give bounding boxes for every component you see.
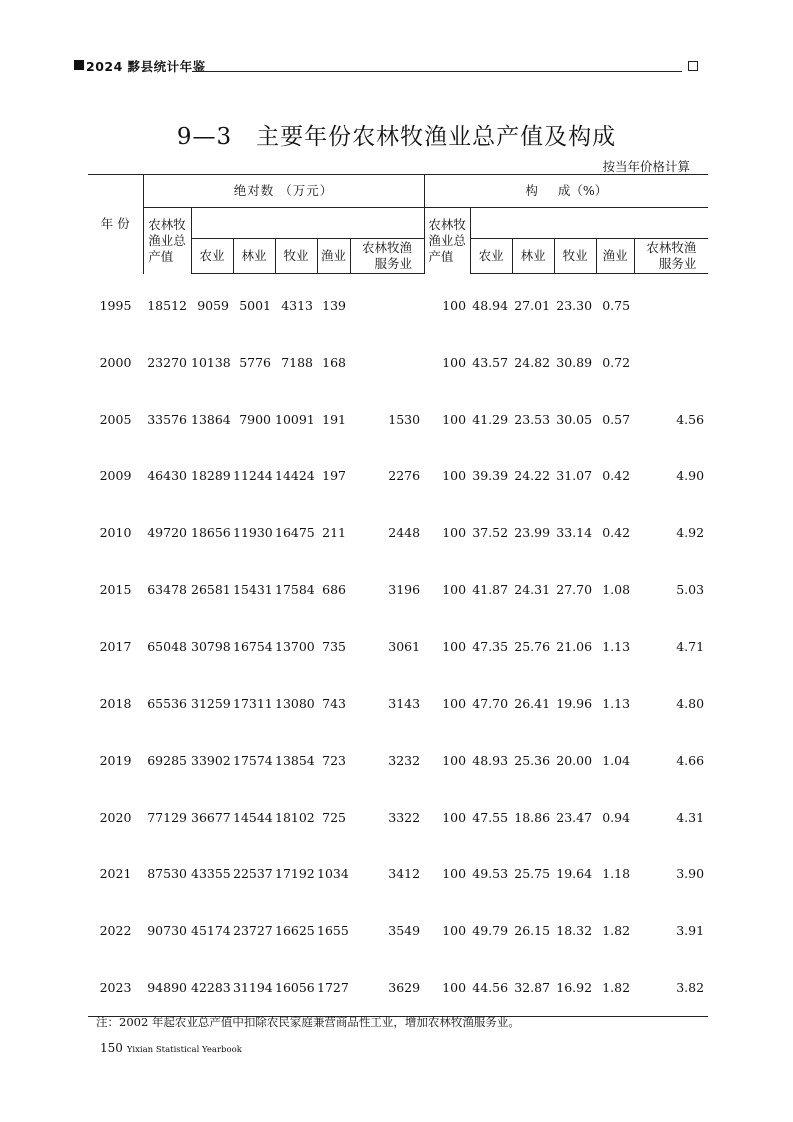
total-output-cell: 33576 [147,411,187,427]
services-value-cell: 3629 [350,959,424,1016]
agriculture-share-cell: 47.70 [472,695,509,711]
page-footer [100,1041,242,1055]
pct-forestry-header: 林业 [512,239,554,274]
agriculture-value-cell: 10138 [191,354,231,370]
year-cell: 2005 [99,411,132,427]
services-share-cell: 4.56 [676,411,705,427]
forestry-share-cell: 26.15 [514,923,551,939]
services-share-cell: 5.03 [676,582,705,598]
table-row [88,561,708,618]
table-row [88,789,708,846]
abs-agriculture-header: 农业 [191,239,233,274]
year-cell: 1995 [99,297,132,313]
forestry-value-cell: 5776 [239,354,271,370]
price-basis-note: 按当年价格计算 [602,159,690,174]
husbandry-share-cell: 21.06 [556,638,593,654]
abs-fishery-header: 渔业 [317,239,350,274]
abs-husbandry-header: 牧业 [275,239,317,274]
abs-services-header [350,239,424,274]
husbandry-share-cell: 16.92 [554,959,596,1016]
total-share-cell: 100 [442,411,467,427]
fishery-value-cell: 1727 [317,959,350,1016]
husbandry-share-cell: 23.30 [556,297,593,313]
husbandry-value-cell: 16475 [275,525,315,541]
services-share-cell: 3.82 [634,959,708,1016]
table-row [88,618,708,675]
year-cell: 2019 [99,752,132,768]
husbandry-share-cell: 31.07 [556,468,593,484]
agriculture-value-cell: 9059 [197,297,229,313]
total-share-header [424,208,470,274]
services-value-cell: 3549 [388,923,421,939]
year-cell: 2017 [99,638,132,654]
fishery-share-cell: 1.08 [602,582,631,598]
table-row [88,391,708,448]
husbandry-share-cell: 19.64 [556,866,593,882]
year-cell: 2022 [99,923,132,939]
fishery-share-cell: 1.13 [602,695,631,711]
services-value-cell: 3232 [388,752,421,768]
services-share-cell: 4.31 [676,809,705,825]
fishery-value-cell: 723 [322,752,346,768]
yearbook-english-title: Yixian Statistical Yearbook [126,1045,242,1055]
total-output-cell: 18512 [147,297,187,313]
services-share-cell: 4.80 [676,695,705,711]
total-output-header-text: 农林牧渔业总产值 [148,216,186,264]
table-row [88,959,708,1016]
fishery-share-cell: 0.94 [602,809,631,825]
husbandry-value-cell: 17584 [275,582,315,598]
agriculture-value-cell: 36677 [191,809,231,825]
output-value-table-container [88,174,708,1017]
agriculture-share-cell: 37.52 [472,525,509,541]
composition-header [424,175,708,208]
agriculture-share-cell: 48.94 [472,297,509,313]
fishery-share-cell: 0.42 [602,468,631,484]
total-output-cell: 49720 [147,525,187,541]
agriculture-value-cell: 43355 [191,866,231,882]
agriculture-share-cell: 49.53 [472,866,509,882]
pct-agriculture-header: 农业 [470,239,512,274]
husbandry-share-cell: 30.05 [556,411,593,427]
abs-forestry-header: 林业 [233,239,275,274]
fishery-value-cell: 743 [322,695,346,711]
forestry-share-cell: 25.75 [514,866,551,882]
fishery-value-cell: 168 [322,354,346,370]
forestry-share-cell: 23.99 [514,525,551,541]
forestry-value-cell: 11930 [233,525,273,541]
forestry-share-cell: 24.22 [514,468,551,484]
services-value-cell: 3322 [388,809,421,825]
agriculture-share-cell: 41.29 [472,411,509,427]
husbandry-value-cell: 16625 [275,923,315,939]
total-share-cell: 100 [442,354,467,370]
fishery-value-cell: 1655 [317,923,349,939]
forestry-share-cell: 23.53 [514,411,551,427]
agriculture-value-cell: 18289 [191,468,231,484]
table-row [88,845,708,902]
agriculture-share-cell: 47.55 [472,809,509,825]
agriculture-value-cell: 26581 [191,582,231,598]
services-share-cell [634,334,708,391]
agriculture-value-cell: 31259 [191,695,231,711]
table-row [88,675,708,732]
services-share-cell: 4.66 [676,752,705,768]
table-row [88,504,708,561]
table-row [88,732,708,789]
pct-services-header [634,239,708,274]
total-output-cell: 23270 [147,354,187,370]
agriculture-value-cell: 42283 [191,959,233,1016]
husbandry-share-cell: 33.14 [556,525,593,541]
fishery-value-cell: 1034 [317,866,349,882]
total-output-cell: 65048 [147,638,187,654]
husbandry-share-cell: 18.32 [556,923,593,939]
forestry-share-cell: 24.31 [514,582,551,598]
fishery-share-cell: 0.57 [602,411,631,427]
year-column-header: 年 份 [88,175,143,274]
total-output-cell: 69285 [147,752,187,768]
absolute-values-header: 绝对数 （万元） [143,175,424,208]
husbandry-value-cell: 16056 [275,959,317,1016]
agriculture-value-cell: 45174 [191,923,231,939]
total-share-cell: 100 [442,809,467,825]
husbandry-value-cell: 4313 [281,297,313,313]
services-value-cell: 3061 [388,638,421,654]
total-share-cell: 100 [442,695,467,711]
table-row [88,274,708,334]
fishery-value-cell: 197 [322,468,346,484]
agriculture-share-cell: 39.39 [472,468,509,484]
fishery-share-cell: 1.82 [602,923,631,939]
year-cell: 2015 [99,582,132,598]
services-value-cell: 3196 [388,582,421,598]
total-share-cell: 100 [442,638,467,654]
page-title: 9—3 主要年份农林牧渔业总产值及构成 [176,124,617,150]
forestry-share-cell: 18.86 [514,809,551,825]
table-header [88,175,708,274]
forestry-share-cell: 25.36 [514,752,551,768]
header-box-mark [688,61,698,71]
total-share-cell: 100 [442,468,467,484]
husbandry-value-cell: 7188 [281,354,313,370]
total-output-cell: 46430 [147,468,187,484]
total-output-header [143,208,191,274]
total-output-cell: 94890 [143,959,191,1016]
fishery-value-cell: 686 [322,582,346,598]
page-number: 150 [100,1041,123,1055]
services-value-cell [350,274,424,334]
fishery-share-cell: 1.18 [602,866,631,882]
services-value-cell [350,334,424,391]
total-share-cell: 100 [424,959,470,1016]
agriculture-share-cell: 49.79 [472,923,509,939]
running-head [74,58,698,74]
husbandry-value-cell: 13700 [275,638,315,654]
services-value-cell: 2448 [388,525,421,541]
husbandry-value-cell: 13080 [275,695,315,711]
services-share-cell: 4.71 [676,638,705,654]
table-row [88,448,708,505]
services-value-cell: 1530 [388,411,421,427]
forestry-value-cell: 16754 [233,638,273,654]
forestry-value-cell: 5001 [239,297,271,313]
husbandry-value-cell: 14424 [275,468,315,484]
abs-services-header-text: 农林牧渔服务业 [362,240,413,271]
fishery-share-cell: 1.13 [602,638,631,654]
services-share-cell [634,274,708,334]
table-footnote: 注：2002 年起农业总产值中扣除农民家庭兼营商品性工业，增加农林牧渔服务业。 [96,1015,520,1029]
header-rule [192,71,682,72]
husbandry-share-cell: 30.89 [556,354,593,370]
total-share-cell: 100 [442,923,467,939]
yearbook-header-title: 2024 黟县统计年鉴 [86,59,206,74]
fishery-value-cell: 191 [322,411,346,427]
forestry-value-cell: 15431 [233,582,273,598]
forestry-share-cell: 26.41 [514,695,551,711]
total-output-cell: 87530 [147,866,187,882]
fishery-share-cell: 0.72 [602,354,631,370]
services-share-cell: 4.90 [676,468,705,484]
forestry-value-cell: 17311 [233,695,273,711]
composition-header-part-a: 构 [525,183,540,198]
husbandry-share-cell: 19.96 [556,695,593,711]
total-share-cell: 100 [442,297,467,313]
total-output-cell: 63478 [147,582,187,598]
year-cell: 2009 [99,468,132,484]
services-share-cell: 3.90 [676,866,705,882]
fishery-share-cell: 0.42 [602,525,631,541]
composition-subgroup-spacer [470,208,708,239]
absolute-subgroup-spacer [191,208,424,239]
year-cell: 2018 [99,695,132,711]
services-value-cell: 3143 [388,695,421,711]
fishery-share-cell: 1.82 [596,959,634,1016]
pct-husbandry-header: 牧业 [554,239,596,274]
year-cell: 2023 [88,959,143,1016]
husbandry-value-cell: 10091 [275,411,315,427]
fishery-share-cell: 1.04 [602,752,631,768]
forestry-value-cell: 14544 [233,809,273,825]
fishery-share-cell: 0.75 [602,297,631,313]
forestry-value-cell: 11244 [233,468,273,484]
agriculture-share-cell: 47.35 [472,638,509,654]
agriculture-share-cell: 48.93 [472,752,509,768]
forestry-share-cell: 24.82 [514,354,551,370]
pct-services-header-text: 农林牧渔服务业 [646,240,697,271]
composition-header-part-b: 成（%） [557,183,608,198]
services-share-cell: 3.91 [676,923,705,939]
forestry-value-cell: 17574 [233,752,273,768]
forestry-share-cell: 27.01 [514,297,551,313]
agriculture-share-cell: 43.57 [472,354,509,370]
total-share-cell: 100 [442,866,467,882]
forestry-value-cell: 22537 [233,866,273,882]
agriculture-value-cell: 33902 [191,752,231,768]
agriculture-share-cell: 41.87 [472,582,509,598]
fishery-value-cell: 139 [322,297,346,313]
agriculture-value-cell: 18656 [191,525,231,541]
year-cell: 2000 [99,354,132,370]
year-cell: 2020 [99,809,132,825]
total-share-cell: 100 [442,582,467,598]
forestry-share-cell: 25.76 [514,638,551,654]
forestry-value-cell: 7900 [239,411,271,427]
table-row [88,902,708,959]
services-value-cell: 2276 [388,468,421,484]
total-output-cell: 65536 [147,695,187,711]
fishery-value-cell: 725 [322,809,346,825]
fishery-value-cell: 735 [322,638,346,654]
total-share-header-text: 农林牧渔业总产值 [428,216,466,264]
total-output-cell: 90730 [147,923,187,939]
agriculture-value-cell: 13864 [191,411,231,427]
total-share-cell: 100 [442,752,467,768]
total-output-cell: 77129 [147,809,187,825]
husbandry-value-cell: 13854 [275,752,315,768]
husbandry-share-cell: 20.00 [556,752,593,768]
output-value-table [88,174,708,1017]
year-cell: 2021 [99,866,132,882]
forestry-value-cell: 31194 [233,959,275,1016]
husbandry-share-cell: 23.47 [556,809,593,825]
header-square-mark [74,60,84,70]
table-body [88,274,708,1017]
table-row [88,334,708,391]
total-share-cell: 100 [442,525,467,541]
agriculture-value-cell: 30798 [191,638,231,654]
pct-fishery-header: 渔业 [596,239,634,274]
husbandry-share-cell: 27.70 [556,582,593,598]
services-share-cell: 4.92 [676,525,705,541]
husbandry-value-cell: 17192 [275,866,315,882]
agriculture-share-cell: 44.56 [470,959,512,1016]
services-value-cell: 3412 [388,866,421,882]
fishery-value-cell: 211 [322,525,346,541]
year-cell: 2010 [99,525,132,541]
forestry-share-cell: 32.87 [512,959,554,1016]
forestry-value-cell: 23727 [233,923,273,939]
husbandry-value-cell: 18102 [275,809,315,825]
